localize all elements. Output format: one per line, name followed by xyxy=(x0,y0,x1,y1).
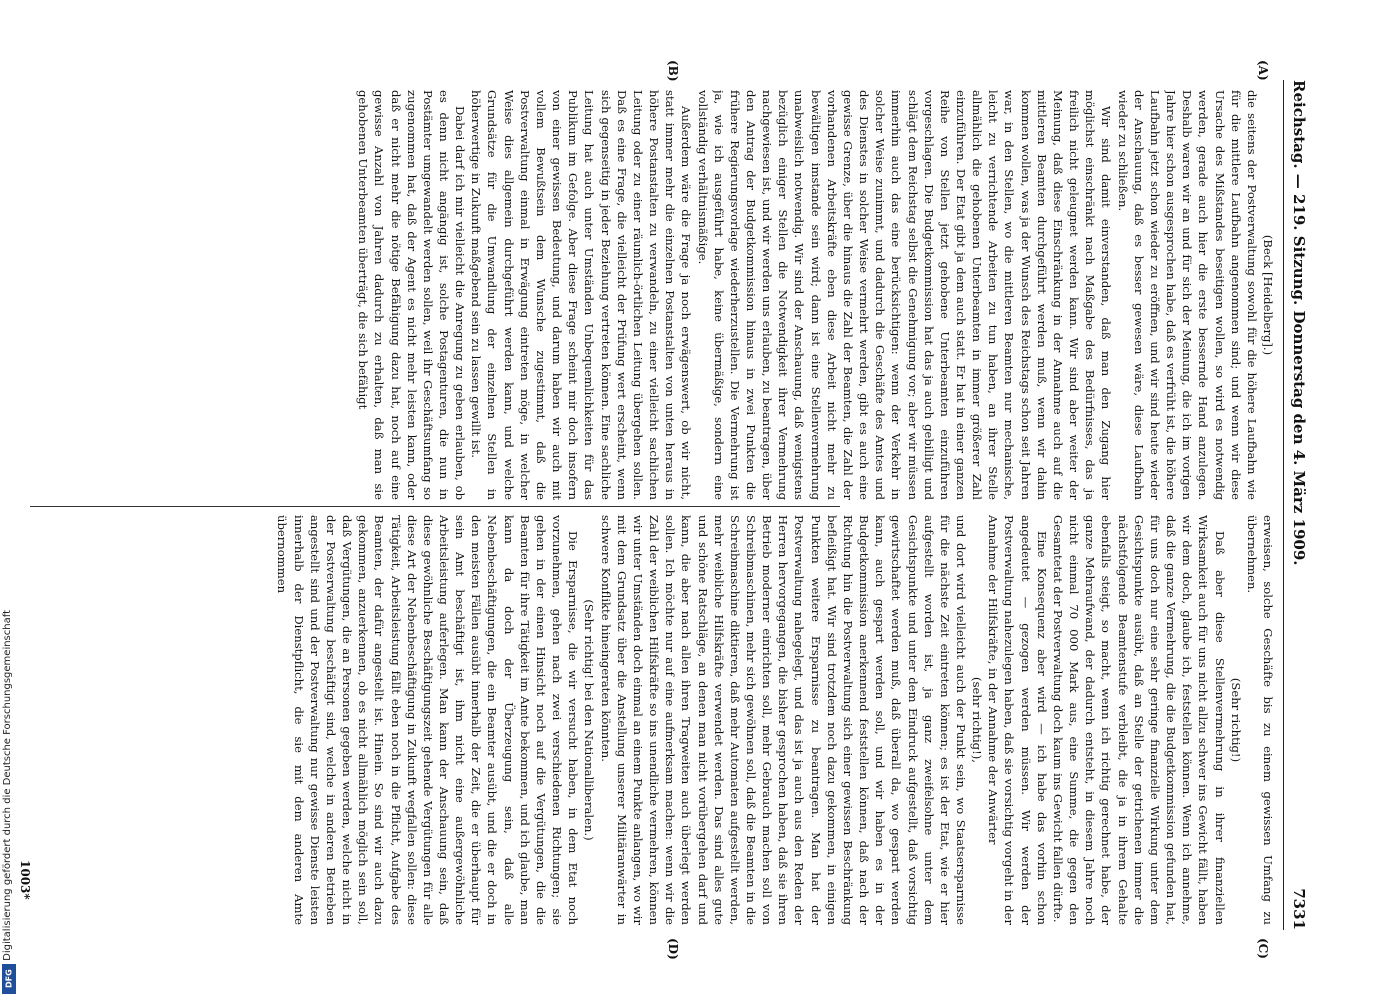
margin-mark-a: (A) xyxy=(1256,60,1270,81)
paragraph: Daß aber diese Stellenvermehrung in ihrer finanziellen Wirksamkeit auch für uns nicht allzu schwer ins Gewicht fällt, haben wir dem doch, glaube ich, feststellen können. Wenn ich annehme, daß die ganze Vermehrung, die die Budgetkommission gefunden hat, für uns doch nur eine sehr geringe finanzielle Wirkung unter dem Gesichtspunkte ausübt, daß an Stelle der getrichenen immer die nächstfolgende Beamtenstufe verbleibt, die ja in ihrem Gehalte ebenfalls steigt, so macht, wenn ich richtig gerechnet habe, der ganze Mehraufwand, der dadurch entsteht, in diesem Jahre noch nicht einmal 70 000 Mark aus, eine Summe, die gegen den Gesamtetat der Postverwaltung doch kaum ins Gewicht fallen dürfte. xyxy=(1050,515,1227,925)
column-divider xyxy=(30,506,840,507)
sheet-signature: 1003* xyxy=(18,860,32,900)
paragraph: und dort wird vielleicht auch der Punkt sein, wo Staatsersparnisse für die nächste Zeit eintreten können; es ist der Etat, wie er hier aufgestellt worden ist, ja ganz zweifelsohne unter dem Gesichtspunkte und unter dem Eindruck aufgestellt, daß vorsichtig gewirtschaftet werden muß, daß überall da, wo gespart werden kann, auch gespart werden soll, und wir haben es in der Budgetkommission anerkennend feststellen können, daß nach der Richtung hin die Postverwaltung sich einer gewissen Beschränkung befleißigt hat. Wir sind trotzdem noch dazu gekommen, in einigen Punkten weitere Ersparnisse zu beantragen. Man hat der Postverwaltung nahegelegt, und das ist ja auch aus den Reden der Herren hervorgegangen, die bisher gesprochen haben, daß sie ihren Betrieb moderner einrichten soll, mehr Gebrauch machen soll von Schreibmaschinen, mehr sich gewöhnen soll, daß die Beamten in die Schreibmaschine diktieren, daß mehr Automaten aufgestellt werden, mehr weibliche Hilfskräfte verwendet werden. Das sind alles gute und schöne Ratschläge, an denen man nicht vorübergehen darf und kann, die aber nach allen ihren Tragweiten auch überlegt werden sollen. Ich möchte nur auf eine aufmerksam machen: wenn wir die Zahl der weiblichen Hilfskräfte so ins unendliche vermehren, können wir unter Umständen doch einmal an einem Punkte anlangen, wo wir mit dem Grundsatz über die Anstellung unserer Militäranwärter in schwere Konflikte hineingeraten könnten. xyxy=(598,515,969,925)
paragraph: Wir sind damit einverstanden, daß man den Zugang hier möglichst einschränkt nach Maßgabe des Bedürfnisses, das ja freilich nicht geleugnet werden kann. Wir sind aber weiter der Meinung, daß diese Einschränkung in der Annahme auch auf die mittleren Beamten durchgeführt werden muß, wenn wir dahin kommen wollen, was ja der Wunsch des Reichstags schon seit Jahren war, in den Stellen, wo die mittleren Beamten nur mechanische, leicht zu verrichtende Arbeiten zu tun haben, an ihrer Stelle allmählich die gehobenen Unterbeamten in immer größerer Zahl einzuführen. Der Etat gibt ja dem auch statt. Er hat in einer ganzen Reihe von Stellen jetzt gehobene Unterbeamten einzuführen vorgeschlagen. Die Budgetkommission hat das ja auch gebilligt und schlägt dem Reichstag selbst die Genehmigung vor; aber wir müssen immerhin auch das eine berücksichtigen: wenn der Verkehr in solcher Weise zunimmt, und dadurch die Geschäfte des Amtes und des Dienstes in solcher Weise vermehrt werden, gibt es auch eine gewisse Grenze, über die hinaus die Zahl der Beamten, die Zahl der vorhandenen Arbeitskräfte eben diese Arbeit nicht mehr zu bewältigen imstande sein wird; dann ist eine Stellenvermehrung unabweislich notwendig. Wir sind der Anschauung, daß wenigstens bezüglich einiger Stellen die Notwendigkeit ihrer Vermehrung nachgewiesen ist, und wir werden uns erlauben, zu beantragen, über den Antrag der Budgetkommission hinaus in zwei Punkten die frühere Regierungsvorlage wiederherzustellen. Die Vermehrung ist ja, wie ich ausgeführt habe, keine übermäßige, sondern eine vollständig verhältnismäßige. xyxy=(695,90,1114,500)
dfg-logo: DFG xyxy=(2,964,16,994)
right-column xyxy=(36,515,1276,925)
paragraph: Eine Konsequenz aber wird — ich habe das vorhin schon angedeutet — gezogen werden müssen. Wir werden der Postverwaltung nahezulegen haben, daß sie vorsichtig vorgeht in der Annahme der Hilfskräfte, in der Annahme der Anwärter xyxy=(986,515,1049,925)
margin-mark-c: (C) xyxy=(1256,938,1270,959)
margin-mark-b: (B) xyxy=(666,60,680,82)
header-meta: Reichstag. — 219. Sitzung. Donnerstag den 4. März 1909. xyxy=(1290,80,1308,566)
page-number: 7331 xyxy=(1290,888,1308,930)
paragraph: Die Ersparnisse, die wir versucht haben, in dem Etat noch vorzunehmen, gehen nach zwei verschiedenen Richtungen; sie gehen in der einen Hinsicht noch auf die Vergütungen, die die Beamten für ihre Tätigkeit im Amte bekommen, und ich glaube, man kann da doch der Überzeugung sein, daß alle Nebenbeschäftigungen, die ein Beamter ausübt, und die er doch in den meisten Fällen ausübt innerhalb der Zeit, die er überhaupt für sein Amt beschäftigt ist, ihm nicht eine außergewöhnliche Arbeitsleistung auferlegen. Man kann der Anschauung sein, daß diese gewöhnliche Beschäftigungszeit gehende Vergütungen für alle diese Art der Nebenbeschäftigung in Zukunft wegfallen sollen: diese Tätigkeit, Arbeitsleistung fällt eben noch in die Pflicht, Aufgabe des Beamten, der dafür angestellt ist. Hinein. So sind wir auch dazu gekommen, anzuerkennen, ob es nicht allmählich möglich sein soll, daß Vergütungen, die an Personen gegeben werden, welche nicht in der Postverwaltung beschäftigt sind, welche in anderen Betrieben angestellt sind und der Postverwaltung nur gewisse Dienste leisten innerhalb der Dienstpflicht, die sie mit dem anderen Amte übernommen xyxy=(275,515,581,925)
speaker-line: (Beck [Heidelberg].) xyxy=(1261,234,1275,356)
interjection: (Sehr richtig!) xyxy=(1228,677,1243,763)
paragraph: die seitens der Postverwaltung sowohl für die höhere Laufbahn wie für die mittlere Laufbahn angenommen sind; und wenn wir diese Ursache des Mißstandes beseitigen wollen, so wird es notwendig werden, gerade auch hier die erste bessernde Hand anzulegen. Deshalb waren wir an und für sich der Meinung, die ich im vorigen Jahre hier schon ausgesprochen habe, daß es verfrüht ist, die höhere Laufbahn jetzt schon wieder zu eröffnen, und wir sind heute wieder der Anschauung, daß es besser gewesen wäre, diese Laufbahn wieder zu schließen. xyxy=(1115,90,1259,500)
paragraph: Außerdem wäre die Frage ja noch erwägenswert, ob wir nicht, statt immer mehr die einzelnen Postanstalten von unten heraus in höhere Postanstalten zu verwandeln, zu einer vielleicht sachlichen Leitung oder zu einer räumlich-örtlichen Leitung übergehen sollen. Daß es eine Frage, die vielleicht der Prüfung wert erscheint, wenn sich gegenseitig in jeder Beziehung vertreten können. Eine sachliche Leitung hat auch unter Umständen Unbequemlichkeiten für das Publikum im Gefolge. Aber diese Frage scheint mir doch insofern von einer gewissen Bedeutung, und darum haben wir auch mit vollem Bewußtsein dem Wunsche zugestimmt, daß die Postverwaltung einmal in Erwägung eintreten möge, in welcher Weise dies allgemein durchgeführt werden kann, und welche Grundsätze für die Umwandlung der einzelnen Stellen in höherwertige in Zukunft maßgebend sein zu lassen gewillt ist. xyxy=(469,90,694,500)
paragraph: Dabei darf ich mir vielleicht die Anregung zu geben erlauben, ob es denn nicht angängig ist, solche Postagenturen, die nun in Postämter umgewandelt werden sollen, weil ihr Geschäftsumfang so zugenommen hat, daß der Agent es nicht mehr leisten kann, oder daß er nicht mehr die nötige Befähigung dazu hat, noch auf eine gewisse Anzahl von Jahren dadurch zu erhalten, daß man sie gehobenen Unterbeamten überträgt, die sich befähigt xyxy=(356,90,468,500)
header-rule xyxy=(1283,80,1284,930)
paragraph: erweisen, solche Geschäfte bis zu einem gewissen Umfang zu übernehmen. xyxy=(1244,515,1275,925)
digitization-credit: Digitalisierung gefördert durch die Deutsche Forschungsgemeinschaft xyxy=(2,610,13,961)
interjection: (Sehr richtig! bei den Nationalliberalen.) xyxy=(582,599,597,841)
margin-mark-d: (D) xyxy=(666,938,680,960)
interjection: (sehr richtig!), xyxy=(970,677,985,763)
left-column xyxy=(36,90,1276,500)
running-header xyxy=(1280,0,1320,1000)
